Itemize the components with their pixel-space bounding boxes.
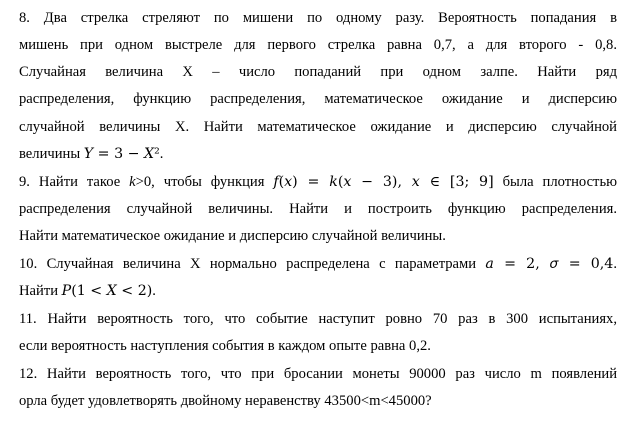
variable-k: k [129,174,136,190]
formula-params: 𝑎 = 2, 𝜎 = 0,4 [485,256,614,272]
period: . [159,146,164,162]
formula-probability: 𝑃(1 < 𝑋 < 2) [61,283,153,299]
period: . [152,283,156,299]
problem-8-line-4: распределения, функцию распределения, математическое ожидание и дисперсию [19,91,617,107]
problem-10-line-2 [19,281,617,301]
problem-9-text-a: 9. Найти такое [19,174,121,190]
problem-12-line-2: орла будет удовлетворять двойному неравенству 43500<m<45000? [19,393,432,409]
problem-9-line-3: Найти математическое ожидание и дисперсию случайной величины. [19,228,446,244]
problem-9-line-2: распределения случайной величины. Найти и построить функцию распределения. [19,201,617,217]
problem-8-line-6 [19,144,617,164]
formula-density: 𝑓(𝑥) = 𝑘(𝑥 − 3), 𝑥 ∈ [3; 9] [273,174,494,190]
formula-y: 𝑌 = 3 − 𝑋² [83,146,160,162]
problem-9-text-b: >0, чтобы функция [135,174,265,190]
problem-9-text-c: была плотностью [502,174,617,190]
problem-10-find: Найти [19,283,59,299]
problem-10-line-1 [19,254,617,274]
problem-11-line-1: 11. Найти вероятность того, что событие наступит ровно 70 раз в 300 испытаниях, [19,311,617,327]
problem-8-text: величины [19,146,81,162]
problem-12-line-1: 12. Найти вероятность того, что при бросании монеты 90000 раз число m появлений [19,366,617,382]
problem-8-line-2: мишень при одном выстреле для первого стрелка равна 0,7, а для второго - 0,8. [19,37,617,53]
problem-9-line-1 [19,172,617,192]
period: . [613,256,617,272]
problem-11-line-2: если вероятность наступления события в каждом опыте равна 0,2. [19,338,431,354]
problem-8-line-1: 8. Два стрелка стреляют по мишени по одному разу. Вероятность попадания в [19,10,617,26]
problem-8-line-5: случайной величины X. Найти математическое ожидание и дисперсию случайной [19,119,617,135]
problem-8-line-3: Случайная величина X – число попаданий при одном залпе. Найти ряд [19,64,617,80]
problem-10-text: 10. Случайная величина X нормально распределена с параметрами [19,256,477,272]
